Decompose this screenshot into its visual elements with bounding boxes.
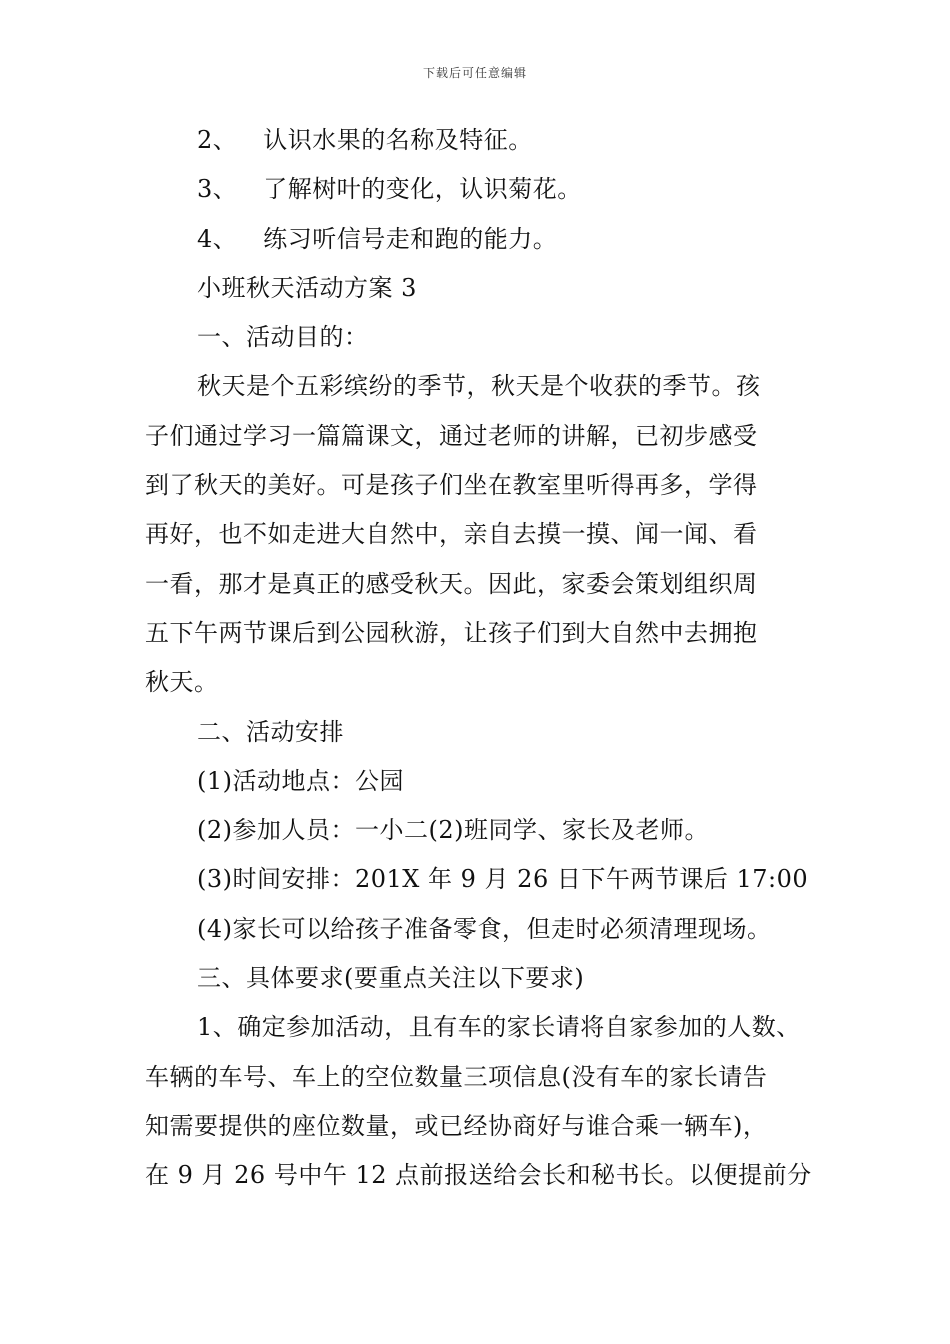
list-text: 认识水果的名称及特征。	[263, 126, 533, 154]
list-text: 练习听信号走和跑的能力。	[263, 224, 558, 253]
list-number: 4、	[197, 224, 238, 253]
heading-activity-arrangement: 二、活动安排	[197, 717, 344, 746]
section-title: 小班秋天活动方案 3	[197, 273, 417, 302]
paragraph-line: 五下午两节课后到公园秋游，让孩子们到大自然中去拥抱	[145, 618, 758, 647]
list-number: 3、	[197, 175, 238, 204]
paragraph-line: 秋天。	[145, 668, 219, 697]
list-number: 2、	[197, 126, 238, 154]
paragraph-line: 到了秋天的美好。可是孩子们坐在教室里听得再多，学得	[145, 471, 758, 500]
paragraph-line: 秋天是个五彩缤纷的季节，秋天是个收获的季节。孩	[197, 372, 761, 401]
paragraph-line: 子们通过学习一篇篇课文，通过老师的讲解，已初步感受	[145, 421, 758, 450]
paragraph-line: 1、确定参加活动，且有车的家长请将自家参加的人数、	[197, 1013, 801, 1042]
paragraph-line: 一看，那才是真正的感受秋天。因此，家委会策划组织周	[145, 569, 758, 598]
arrangement-item: (4)家长可以给孩子准备零食，但走时必须清理现场。	[197, 914, 772, 943]
heading-requirements: 三、具体要求(要重点关注以下要求)	[197, 964, 585, 993]
heading-activity-purpose: 一、活动目的：	[197, 323, 369, 352]
arrangement-item: (1)活动地点：公园	[197, 766, 404, 795]
arrangement-item: (3)时间安排：201X 年 9 月 26 日下午两节课后 17:00	[197, 865, 809, 894]
document-body	[145, 128, 817, 1213]
paragraph-line: 再好，也不如走进大自然中，亲自去摸一摸、闻一闻、看	[145, 520, 758, 549]
paragraph-line: 知需要提供的座位数量，或已经协商好与谁合乘一辆车)，	[145, 1111, 768, 1140]
list-item-3	[145, 177, 817, 226]
paragraph-line: 车辆的车号、车上的空位数量三项信息(没有车的家长请告	[145, 1062, 768, 1091]
list-item-2	[145, 128, 817, 177]
list-text: 了解树叶的变化，认识菊花。	[263, 175, 582, 204]
page-header: 下载后可任意编辑	[422, 66, 527, 80]
paragraph-line: 在 9 月 26 号中午 12 点前报送给会长和秘书长。以便提前分	[145, 1161, 812, 1190]
arrangement-item: (2)参加人员：一小二(2)班同学、家长及老师。	[197, 816, 709, 845]
list-item-4	[145, 224, 817, 276]
